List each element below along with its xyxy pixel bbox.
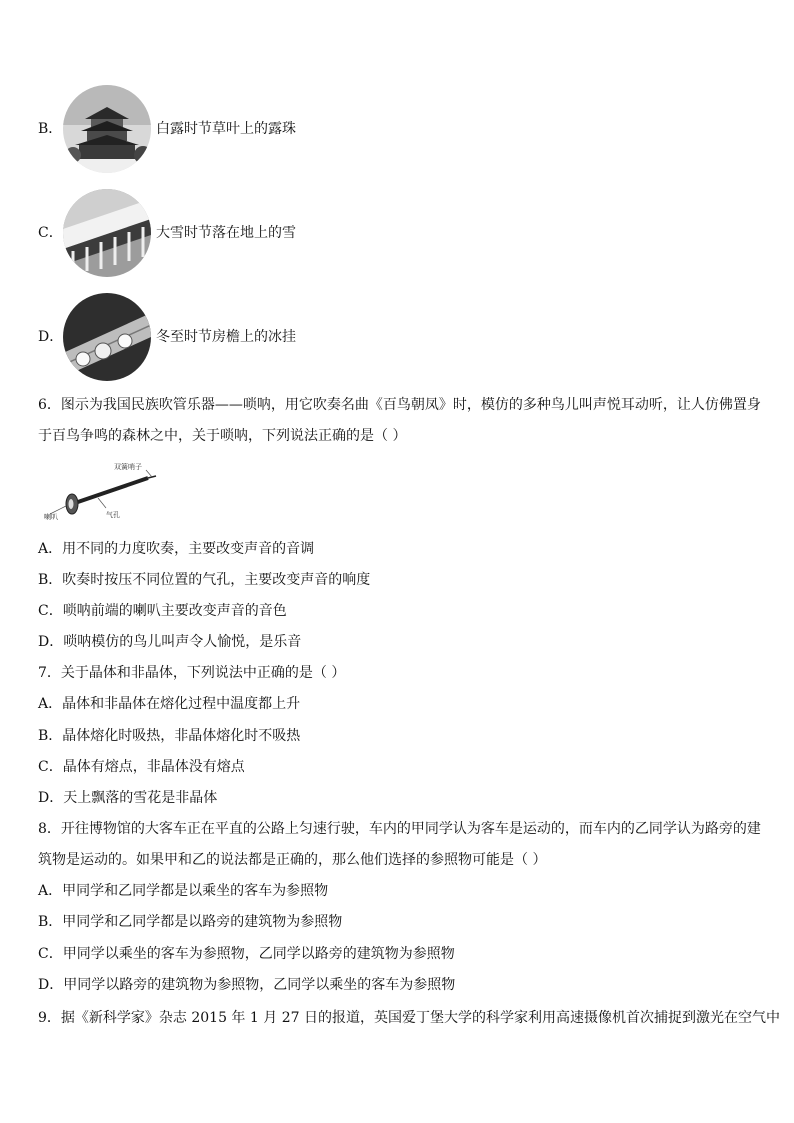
snowy-eaves-image [63, 189, 151, 277]
q8-option-a: A．甲同学和乙同学都是以乘坐的客车为参照物 [38, 883, 329, 899]
q6-stem-line2: 于百鸟争鸣的森林之中，关于唢呐，下列说法正确的是（ ） [38, 428, 407, 444]
option-text: 冬至时节房檐上的冰挂 [156, 329, 296, 345]
q8-stem-line1: 8．开往博物馆的大客车正在平直的公路上匀速行驶，车内的甲同学认为客车是运动的，而车内的乙同学认为路旁的建 [38, 821, 761, 837]
option-letter: B． [38, 121, 63, 137]
q9-stem-line1: 9．据《新科学家》杂志 2015 年 1 月 27 日的报道，英国爱丁堡大学的科学家利用高速摄像机首次捕捉到激光在空气中 [38, 1010, 780, 1026]
suona-figure [38, 460, 168, 526]
option-letter: D． [38, 329, 64, 345]
q8-stem-line2: 筑物是运动的。如果甲和乙的说法都是正确的，那么他们选择的参照物可能是（ ） [38, 852, 547, 868]
option-letter: C． [38, 225, 63, 241]
q8-option-d: D．甲同学以路旁的建筑物为参照物，乙同学以乘坐的客车为参照物 [38, 977, 456, 993]
q6-stem-line1: 6．图示为我国民族吹管乐器——唢呐，用它吹奏名曲《百鸟朝凤》时，模仿的多种鸟儿叫声悦耳动听，让人仿佛置身 [38, 397, 761, 413]
q8-option-c: C．甲同学以乘坐的客车为参照物，乙同学以路旁的建筑物为参照物 [38, 946, 455, 962]
label-hole: 气孔 [106, 511, 120, 519]
option-text: 大雪时节落在地上的雪 [156, 225, 296, 241]
q7-stem: 7．关于晶体和非晶体，下列说法中正确的是（ ） [38, 665, 346, 681]
q6-option-d: D．唢呐模仿的鸟儿叫声令人愉悦，是乐音 [38, 634, 302, 650]
q7-option-d: D．天上飘落的雪花是非晶体 [38, 790, 218, 806]
q6-option-a: A．用不同的力度吹奏，主要改变声音的音调 [38, 541, 315, 557]
q7-option-b: B．晶体熔化时吸热，非晶体熔化时不吸热 [38, 728, 301, 744]
option-text: 白露时节草叶上的露珠 [156, 121, 296, 137]
q7-option-c: C．晶体有熔点，非晶体没有熔点 [38, 759, 245, 775]
label-horn: 喇叭 [44, 513, 58, 521]
q6-option-b: B．吹奏时按压不同位置的气孔，主要改变声音的响度 [38, 572, 371, 588]
q6-option-c: C．唢呐前端的喇叭主要改变声音的音色 [38, 603, 287, 619]
q7-option-a: A．晶体和非晶体在熔化过程中温度都上升 [38, 696, 301, 712]
dewdrops-on-leaf-image [63, 293, 151, 381]
q8-option-b: B．甲同学和乙同学都是以路旁的建筑物为参照物 [38, 914, 343, 930]
label-reed: 双簧哨子 [114, 463, 142, 471]
temple-in-snow-image [63, 85, 151, 173]
